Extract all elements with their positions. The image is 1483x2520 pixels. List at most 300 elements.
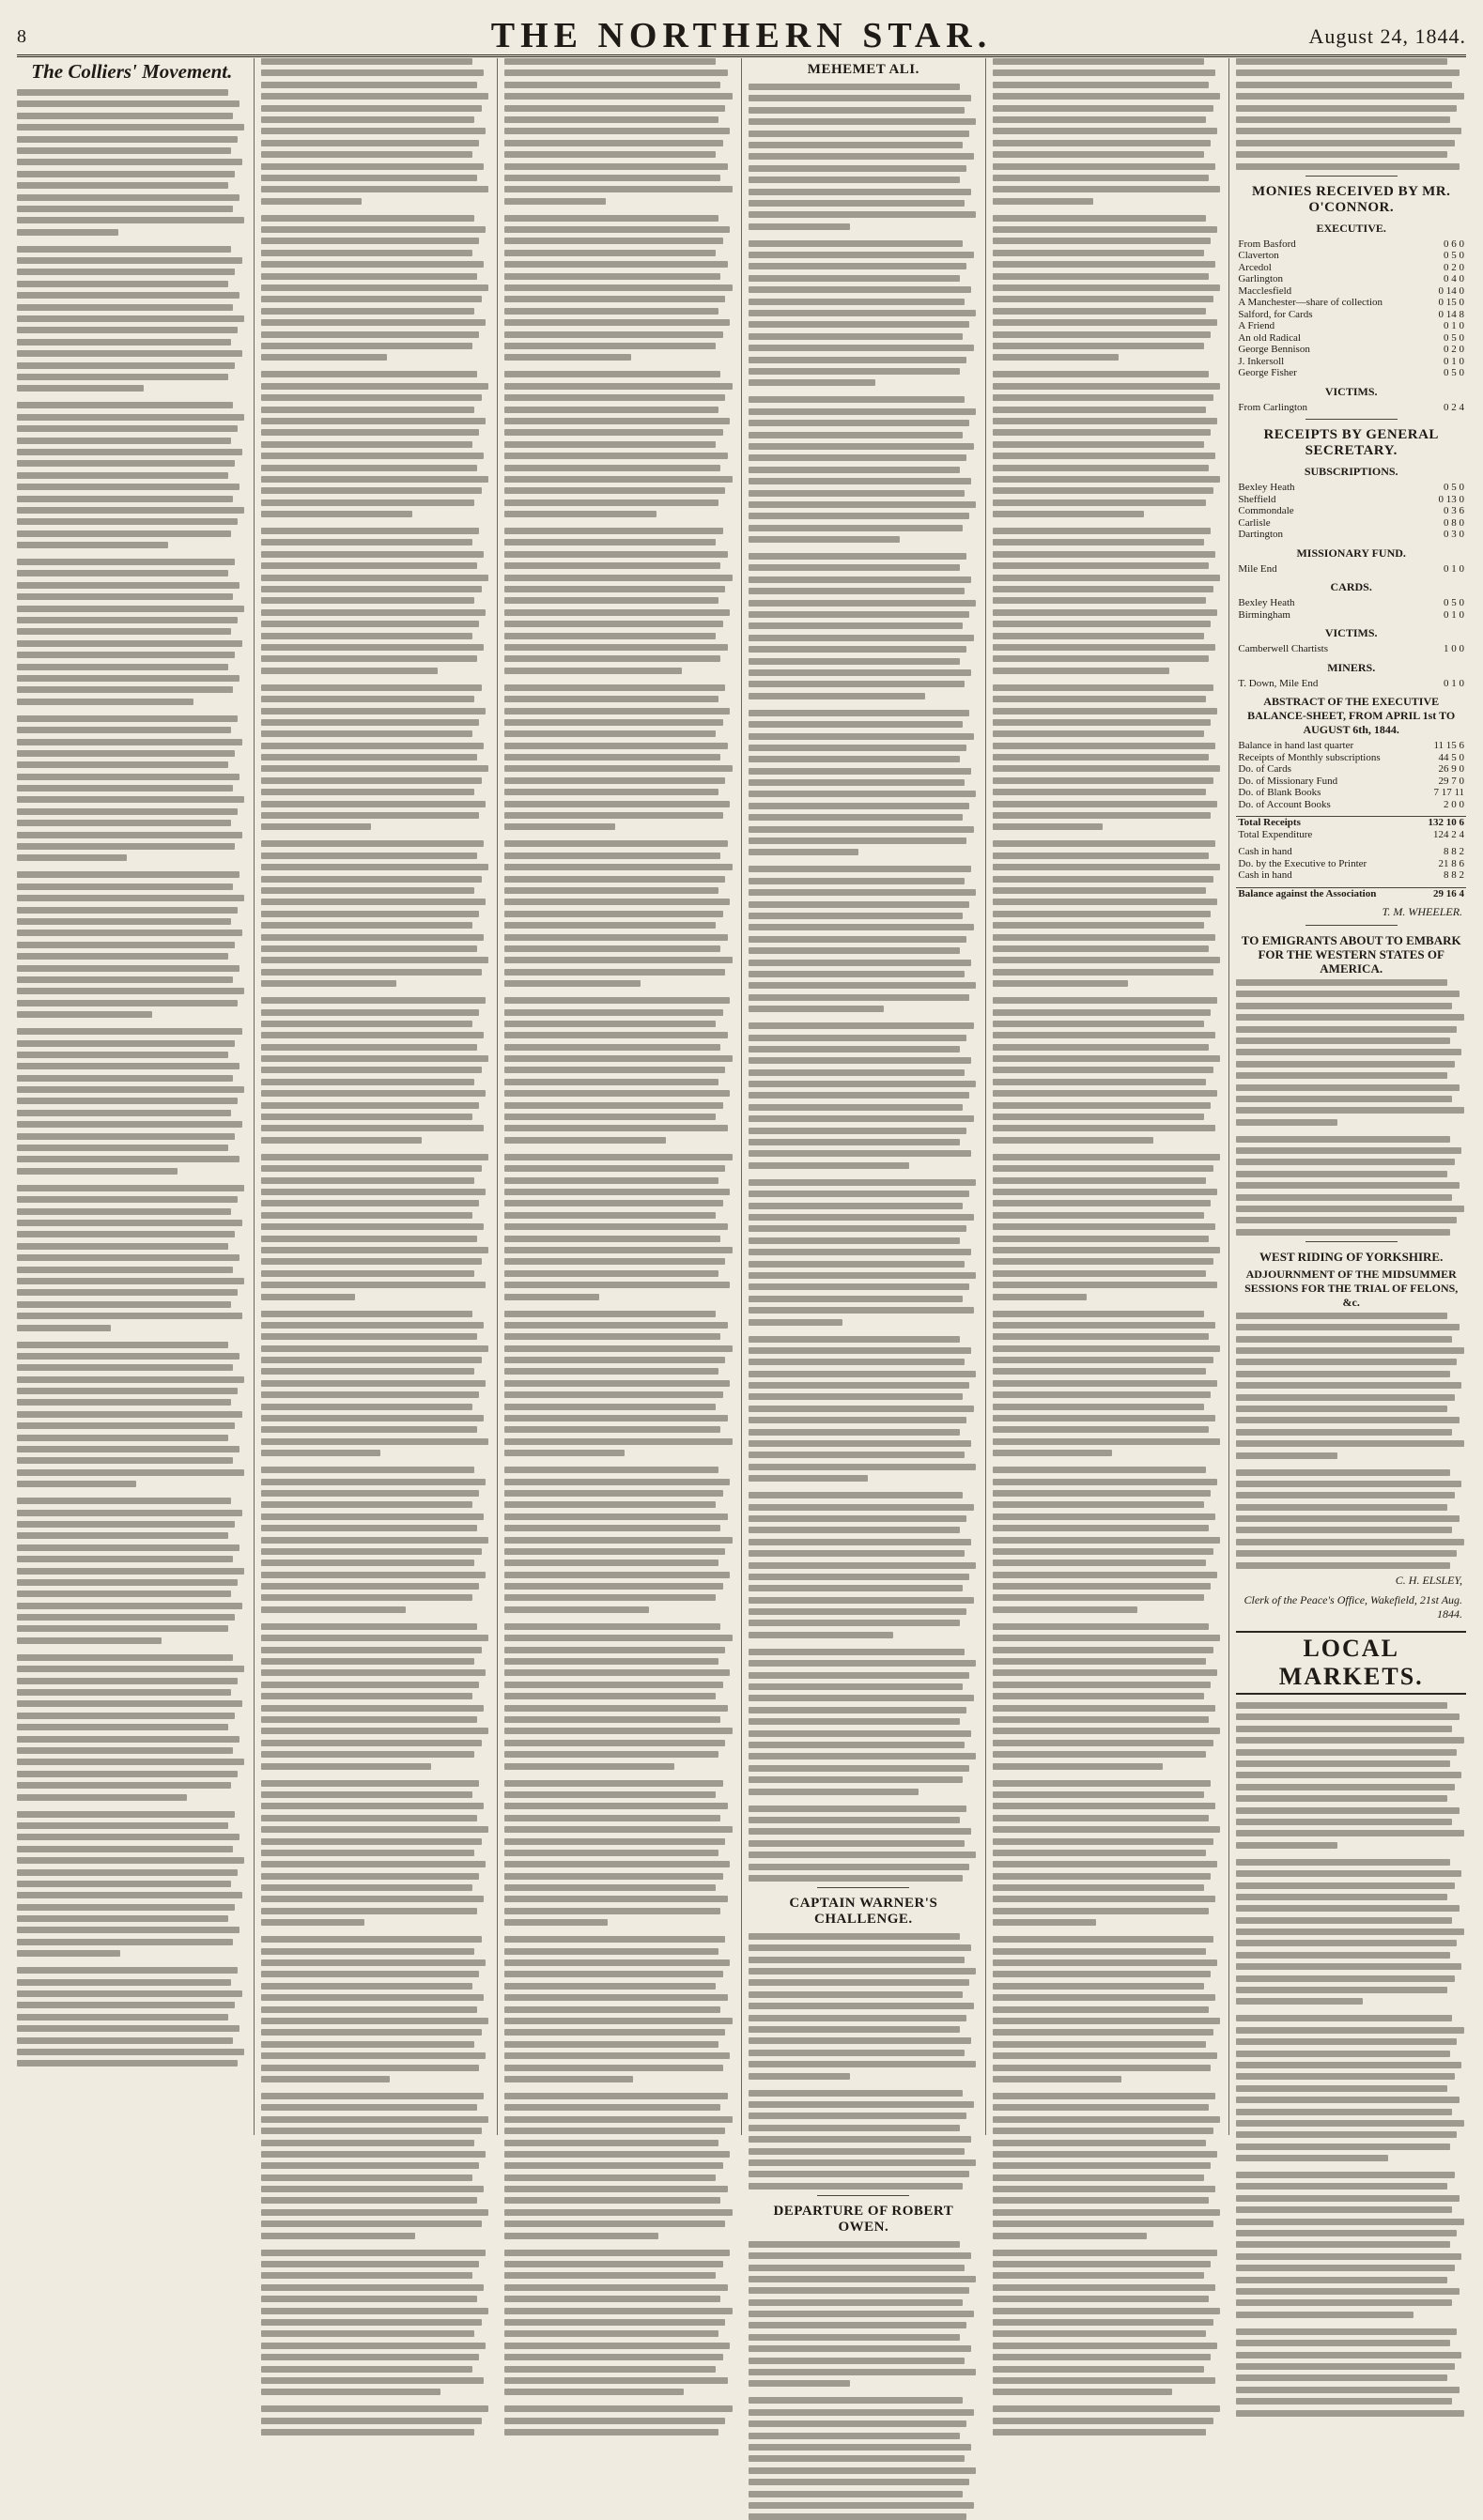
text-line <box>749 1683 963 1690</box>
ledger-row <box>1236 517 1466 530</box>
text-line <box>504 1125 727 1131</box>
text-line <box>749 1515 966 1522</box>
text-line <box>504 528 722 534</box>
text-line <box>993 551 1215 558</box>
text-line <box>261 1189 487 1195</box>
text-line <box>749 669 971 676</box>
text-line <box>261 1936 482 1943</box>
text-line <box>261 2186 484 2192</box>
cash-ledger <box>1236 846 1466 882</box>
text-line <box>1236 105 1457 112</box>
text-line <box>17 1654 233 1661</box>
text-line <box>1236 2288 1459 2295</box>
column-5 <box>985 58 1229 2135</box>
ledger-amount: 8 8 2 <box>1444 869 1465 882</box>
ledger-row <box>1236 332 1466 345</box>
text-line <box>17 1915 228 1922</box>
text-line <box>1236 2410 1463 2417</box>
text-line <box>17 1498 231 1504</box>
text-line <box>261 128 487 134</box>
text-line <box>504 1368 718 1375</box>
text-line <box>749 1695 974 1701</box>
text-line <box>17 1121 242 1128</box>
text-line <box>17 194 239 201</box>
text-line <box>504 840 727 847</box>
text-line <box>749 1115 974 1122</box>
text-line <box>261 1450 380 1456</box>
text-line <box>17 1185 244 1191</box>
text-line <box>504 777 725 784</box>
text-line <box>261 1514 484 1520</box>
text-line <box>993 1861 1218 1867</box>
text-line <box>1236 1963 1461 1970</box>
text-line <box>504 394 725 401</box>
text-line <box>17 582 239 589</box>
text-line <box>504 418 730 424</box>
text-line <box>749 2148 965 2155</box>
text-line <box>993 308 1207 315</box>
text-line <box>17 269 235 275</box>
text-line <box>261 407 475 413</box>
text-line <box>261 945 477 952</box>
text-line <box>1236 1807 1459 1814</box>
text-line <box>749 1214 974 1221</box>
text-line <box>749 924 974 930</box>
text-line <box>993 2209 1220 2216</box>
text-line <box>261 1861 487 1867</box>
text-line <box>504 2018 732 2024</box>
text-line <box>261 1270 475 1277</box>
text-line <box>261 343 472 349</box>
text-line <box>993 465 1209 471</box>
text-line <box>993 2029 1213 2036</box>
text-line <box>261 284 488 291</box>
text-line <box>261 539 472 545</box>
text-line <box>261 2308 488 2314</box>
ledger-label: Do. of Account Books <box>1238 798 1331 810</box>
text-line <box>749 947 960 954</box>
text-line <box>1236 1147 1461 1154</box>
text-line <box>17 182 228 189</box>
text-line <box>1236 2253 1461 2260</box>
text-line <box>993 743 1215 749</box>
text-line <box>749 333 963 340</box>
text-line <box>17 664 228 670</box>
text-line <box>749 1805 966 1812</box>
text-line <box>504 719 722 726</box>
text-line <box>749 1660 976 1667</box>
text-line <box>993 1055 1220 1062</box>
text-line <box>749 1249 971 1255</box>
ledger-amount: 0 2 0 <box>1444 344 1465 356</box>
text-line <box>261 1971 479 1977</box>
text-line <box>993 1740 1213 1746</box>
ledger-label: Commondale <box>1238 505 1294 517</box>
elsley-signature: C. H. ELSLEY, <box>1395 1574 1463 1588</box>
text-line <box>993 2076 1121 2082</box>
text-line <box>749 2444 971 2451</box>
text-line <box>993 1780 1211 1787</box>
text-line <box>749 1864 969 1870</box>
text-line <box>17 1376 244 1383</box>
text-line <box>504 93 732 100</box>
text-line <box>749 733 974 740</box>
text-line <box>1236 2206 1452 2213</box>
text-line <box>1236 2073 1454 2080</box>
ledger-row <box>1236 297 1466 309</box>
balance-label: Balance against the Association <box>1236 887 1404 899</box>
text-line <box>504 2128 725 2134</box>
text-line <box>17 1521 235 1528</box>
miners-label: MINERS. <box>1327 660 1376 674</box>
ledger-label: Do. by the Executive to Printer <box>1238 857 1367 869</box>
text-line <box>261 487 482 494</box>
text-line <box>749 1475 868 1482</box>
text-line <box>993 1438 1220 1445</box>
text-line <box>261 743 484 749</box>
abstract-total <box>1236 816 1466 840</box>
text-line <box>749 1440 971 1447</box>
text-line <box>749 1597 974 1604</box>
text-line <box>993 765 1220 772</box>
ledger-amount: 0 6 0 <box>1444 238 1465 250</box>
text-line <box>504 1391 722 1398</box>
text-line <box>1236 1917 1452 1924</box>
text-line <box>504 668 681 674</box>
text-line <box>261 418 487 424</box>
text-line <box>261 1826 488 1833</box>
text-line <box>17 374 228 380</box>
text-line <box>993 354 1120 361</box>
text-line <box>1236 1515 1459 1522</box>
text-line <box>261 2093 484 2099</box>
text-line <box>504 1861 730 1867</box>
text-line <box>261 175 477 181</box>
text-line <box>1236 1737 1463 1744</box>
text-line <box>261 696 475 702</box>
text-line <box>749 2380 850 2387</box>
text-line <box>749 1776 963 1783</box>
text-line <box>504 2366 716 2373</box>
text-line <box>17 1892 242 1898</box>
ledger-amount: 0 3 6 <box>1444 505 1465 517</box>
text-line <box>504 997 730 1004</box>
text-line <box>504 2261 722 2267</box>
text-line <box>504 1971 722 1977</box>
ledger-amount: 0 2 4 <box>1444 401 1465 413</box>
text-line <box>993 1669 1218 1676</box>
text-line <box>993 1200 1211 1206</box>
text-line <box>504 1525 720 1531</box>
text-line <box>504 1815 720 1821</box>
text-line <box>749 2287 969 2294</box>
text-line <box>749 1852 976 1858</box>
text-line <box>504 2065 722 2071</box>
text-line <box>1236 2015 1452 2021</box>
text-line <box>1236 2312 1413 2318</box>
text-line <box>1236 128 1461 134</box>
text-line <box>17 820 231 826</box>
text-line <box>504 441 716 448</box>
text-line <box>17 124 244 131</box>
text-line <box>261 58 472 65</box>
text-line <box>993 2116 1220 2123</box>
text-line <box>17 1353 239 1360</box>
ledger-label: J. Inkersoll <box>1238 355 1285 367</box>
text-line <box>993 668 1169 674</box>
text-line <box>504 2209 732 2216</box>
text-line <box>504 487 725 494</box>
text-line <box>261 528 479 534</box>
text-line <box>17 171 235 177</box>
text-line <box>1236 991 1459 997</box>
text-line <box>749 142 963 148</box>
text-line <box>1236 1394 1454 1401</box>
text-line <box>749 107 965 114</box>
text-line <box>261 2250 487 2256</box>
text-line <box>749 1991 963 1998</box>
text-line <box>261 1055 488 1062</box>
text-line <box>504 1514 727 1520</box>
text-line <box>504 198 606 205</box>
text-line <box>261 2029 482 2036</box>
ledger-row <box>1236 262 1466 274</box>
text-line <box>1236 2230 1457 2236</box>
text-line <box>261 730 472 737</box>
text-line <box>1236 2183 1447 2190</box>
text-line <box>1236 1217 1457 1223</box>
text-line <box>749 2369 976 2375</box>
text-line <box>504 823 614 830</box>
text-line <box>749 1789 919 1795</box>
text-line <box>504 2405 732 2412</box>
text-line <box>993 1803 1215 1809</box>
text-line <box>17 339 231 346</box>
text-line <box>993 2261 1211 2267</box>
west-riding-subheading: ADJOURNMENT OF THE MIDSUMMER SESSIONS FOR THE TRIAL OF FELONS, &c. <box>1244 1267 1459 1309</box>
text-line <box>504 1311 716 1317</box>
text-line <box>993 1826 1220 1833</box>
text-line <box>749 960 971 966</box>
text-line <box>17 2037 233 2044</box>
text-line <box>261 441 472 448</box>
ledger-amount: 0 5 0 <box>1444 250 1465 262</box>
text-line <box>17 593 233 600</box>
text-line <box>17 628 231 635</box>
text-line <box>1236 1469 1450 1476</box>
text-line <box>261 1560 475 1566</box>
text-line <box>993 383 1220 390</box>
text-line <box>1236 1819 1452 1825</box>
text-line <box>17 385 144 392</box>
text-line <box>1236 1382 1461 1389</box>
text-line <box>261 1467 475 1473</box>
text-line <box>17 699 193 705</box>
text-line <box>1236 1940 1457 1946</box>
text-line <box>749 1319 842 1326</box>
text-line <box>993 394 1213 401</box>
text-line <box>261 2162 479 2169</box>
text-line <box>993 899 1218 905</box>
text-line <box>993 1658 1207 1665</box>
text-line <box>504 1177 718 1184</box>
text-line <box>993 655 1209 662</box>
text-line <box>1236 1452 1337 1459</box>
text-line <box>17 606 244 612</box>
text-line <box>17 206 233 212</box>
text-line <box>1236 1987 1447 1993</box>
text-line <box>504 2076 633 2082</box>
text-line <box>749 1585 963 1591</box>
text-line <box>17 953 228 960</box>
text-line <box>1236 1194 1452 1201</box>
text-line <box>17 1556 233 1562</box>
text-line <box>993 1623 1209 1630</box>
text-line <box>504 1333 720 1340</box>
text-line <box>1236 1417 1459 1423</box>
text-line <box>504 1983 716 1990</box>
text-line <box>17 1231 235 1237</box>
text-line <box>749 2026 960 2033</box>
page-number: 8 <box>17 26 26 47</box>
text-line <box>261 1635 488 1641</box>
ledger-label: Cash in hand <box>1238 869 1292 882</box>
ledger-row <box>1236 367 1466 379</box>
text-line <box>749 878 965 884</box>
text-line <box>749 2183 963 2190</box>
text-line <box>1236 2097 1459 2103</box>
text-line <box>993 151 1204 158</box>
text-line <box>261 1236 477 1242</box>
text-line <box>261 198 363 205</box>
text-line <box>993 429 1211 436</box>
text-line <box>749 396 965 403</box>
text-line <box>749 1620 960 1626</box>
abstract-heading: ABSTRACT OF THE EXECUTIVE BALANCE-SHEET, FROM APRIL 1st TO AUGUST 6th, 1844. <box>1247 695 1456 737</box>
text-line <box>993 969 1213 976</box>
text-line <box>749 901 969 908</box>
text-line <box>1236 1229 1450 1236</box>
text-line <box>17 1700 242 1707</box>
text-line <box>993 2319 1213 2326</box>
text-line <box>504 1345 732 1352</box>
text-line <box>993 2162 1211 2169</box>
text-line <box>261 2366 472 2373</box>
text-line <box>504 2284 727 2291</box>
text-line <box>993 1067 1213 1073</box>
text-line <box>1236 1539 1463 1545</box>
text-line <box>1236 1492 1454 1498</box>
text-line <box>993 1247 1220 1253</box>
emigrants-body <box>1236 979 1466 1236</box>
ledger-row <box>1236 869 1466 882</box>
text-line <box>261 1740 482 1746</box>
text-line <box>993 1728 1220 1734</box>
robert-owen-heading: DEPARTURE OF ROBERT OWEN. <box>773 2203 954 2235</box>
text-line <box>261 69 484 76</box>
executive-label: EXECUTIVE. <box>1316 221 1386 235</box>
text-line <box>749 1406 974 1412</box>
text-line <box>993 1333 1209 1340</box>
text-line <box>17 1857 244 1864</box>
text-line <box>17 570 228 576</box>
ledger-label: Do. of Cards <box>1238 763 1291 776</box>
text-line <box>749 2479 969 2485</box>
ledger-amount: 0 1 0 <box>1444 562 1465 575</box>
ledger-amount: 0 5 0 <box>1444 367 1465 379</box>
text-line <box>1236 2062 1461 2068</box>
text-line <box>749 1139 960 1145</box>
text-line <box>749 525 963 531</box>
text-line <box>993 2330 1207 2337</box>
ledger-row <box>1236 505 1466 517</box>
text-line <box>504 1032 727 1038</box>
text-line <box>17 460 235 467</box>
text-line <box>17 1110 231 1116</box>
text-line <box>504 429 722 436</box>
text-line <box>993 2429 1207 2435</box>
text-line <box>504 2429 718 2435</box>
text-line <box>1236 1406 1447 1412</box>
ledger-row <box>1236 250 1466 262</box>
text-line <box>17 1666 244 1672</box>
text-line <box>504 1212 716 1219</box>
text-line <box>504 1780 722 1787</box>
text-line <box>993 1114 1204 1120</box>
text-line <box>261 429 479 436</box>
text-line <box>17 1590 231 1597</box>
text-line <box>504 609 730 616</box>
text-line <box>1236 1003 1452 1009</box>
text-line <box>261 238 479 244</box>
text-line <box>1236 1049 1461 1055</box>
text-line <box>749 2502 974 2509</box>
text-line <box>261 2052 487 2059</box>
cards-ledger <box>1236 597 1466 621</box>
text-line <box>749 2003 974 2009</box>
ledger-label: Do. of Missionary Fund <box>1238 775 1338 787</box>
text-line <box>17 147 231 154</box>
text-line <box>17 159 242 165</box>
text-line <box>261 2006 477 2013</box>
text-line <box>993 273 1209 280</box>
text-line <box>749 408 976 415</box>
high-tide-notice <box>1236 58 1466 170</box>
text-line <box>993 2343 1218 2349</box>
text-line <box>17 942 235 948</box>
column-6 <box>1228 58 1466 2135</box>
text-line <box>261 1537 488 1544</box>
text-line <box>17 542 168 548</box>
text-line <box>17 229 118 236</box>
text-line <box>504 754 720 761</box>
text-line <box>993 319 1218 326</box>
text-line <box>993 2186 1215 2192</box>
text-line <box>1236 1061 1454 1068</box>
text-line <box>504 2319 725 2326</box>
text-line <box>261 1404 472 1410</box>
ledger-row <box>1236 309 1466 321</box>
text-line <box>17 530 231 537</box>
text-line <box>17 1145 228 1151</box>
text-line <box>17 89 228 96</box>
text-line <box>993 1983 1204 1990</box>
ledger-row <box>1236 563 1466 576</box>
local-markets-heading: LOCAL MARKETS. <box>1236 1631 1466 1695</box>
text-line <box>504 2389 684 2395</box>
text-line <box>504 551 727 558</box>
text-line <box>261 1021 472 1027</box>
